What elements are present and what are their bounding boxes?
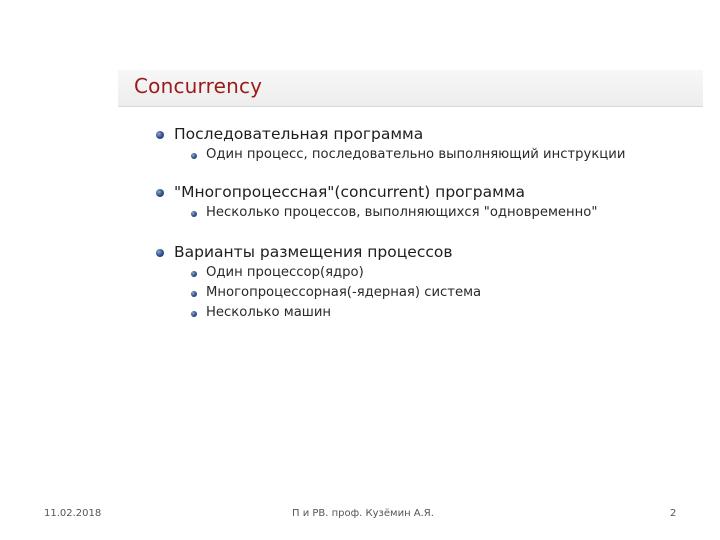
sub-bullet-text: Один процессор(ядро): [206, 265, 364, 280]
sub-bullet-item: [190, 283, 625, 303]
bullet-item: [154, 241, 625, 263]
sub-bullet-text: Один процесс, последовательно выполняющий инструкции: [206, 147, 626, 162]
footer-date: 11.02.2018: [44, 508, 102, 519]
sub-bullet-text: Несколько процессов, выполняющихся "одновременно": [206, 205, 598, 220]
bullet-text: Варианты размещения процессов: [174, 243, 453, 261]
slide-title: Concurrency: [134, 74, 263, 98]
footer-author: П и РВ. проф. Кузёмин А.Я.: [292, 508, 434, 519]
bullet-group: [154, 181, 625, 223]
sub-bullet-icon: [191, 271, 197, 277]
bullet-list: [154, 123, 625, 339]
sub-bullet-icon: [191, 211, 197, 217]
bullet-item: [154, 123, 625, 145]
slide-frame: [118, 70, 703, 470]
bullet-text: "Многопроцессная"(concurrent) программа: [174, 183, 526, 201]
sub-bullet-text: Несколько машин: [206, 305, 332, 320]
sub-bullet-icon: [191, 311, 197, 317]
bullet-group: [154, 241, 625, 323]
footer-page-number: 2: [670, 508, 677, 519]
sub-bullet-text: Многопроцессорная(-ядерная) система: [206, 285, 482, 300]
sub-bullet-item: [190, 203, 625, 223]
sub-bullet-item: [190, 263, 625, 283]
bullet-group: [154, 123, 625, 165]
sub-bullet-icon: [191, 291, 197, 297]
bullet-icon: [156, 189, 164, 197]
bullet-icon: [156, 249, 164, 257]
sub-bullet-icon: [191, 153, 197, 159]
bullet-icon: [156, 131, 164, 139]
bullet-text: Последовательная программа: [174, 125, 424, 143]
sub-bullet-item: [190, 145, 625, 165]
sub-bullet-item: [190, 303, 625, 323]
slide-title-bar: [118, 70, 703, 107]
bullet-item: [154, 181, 625, 203]
